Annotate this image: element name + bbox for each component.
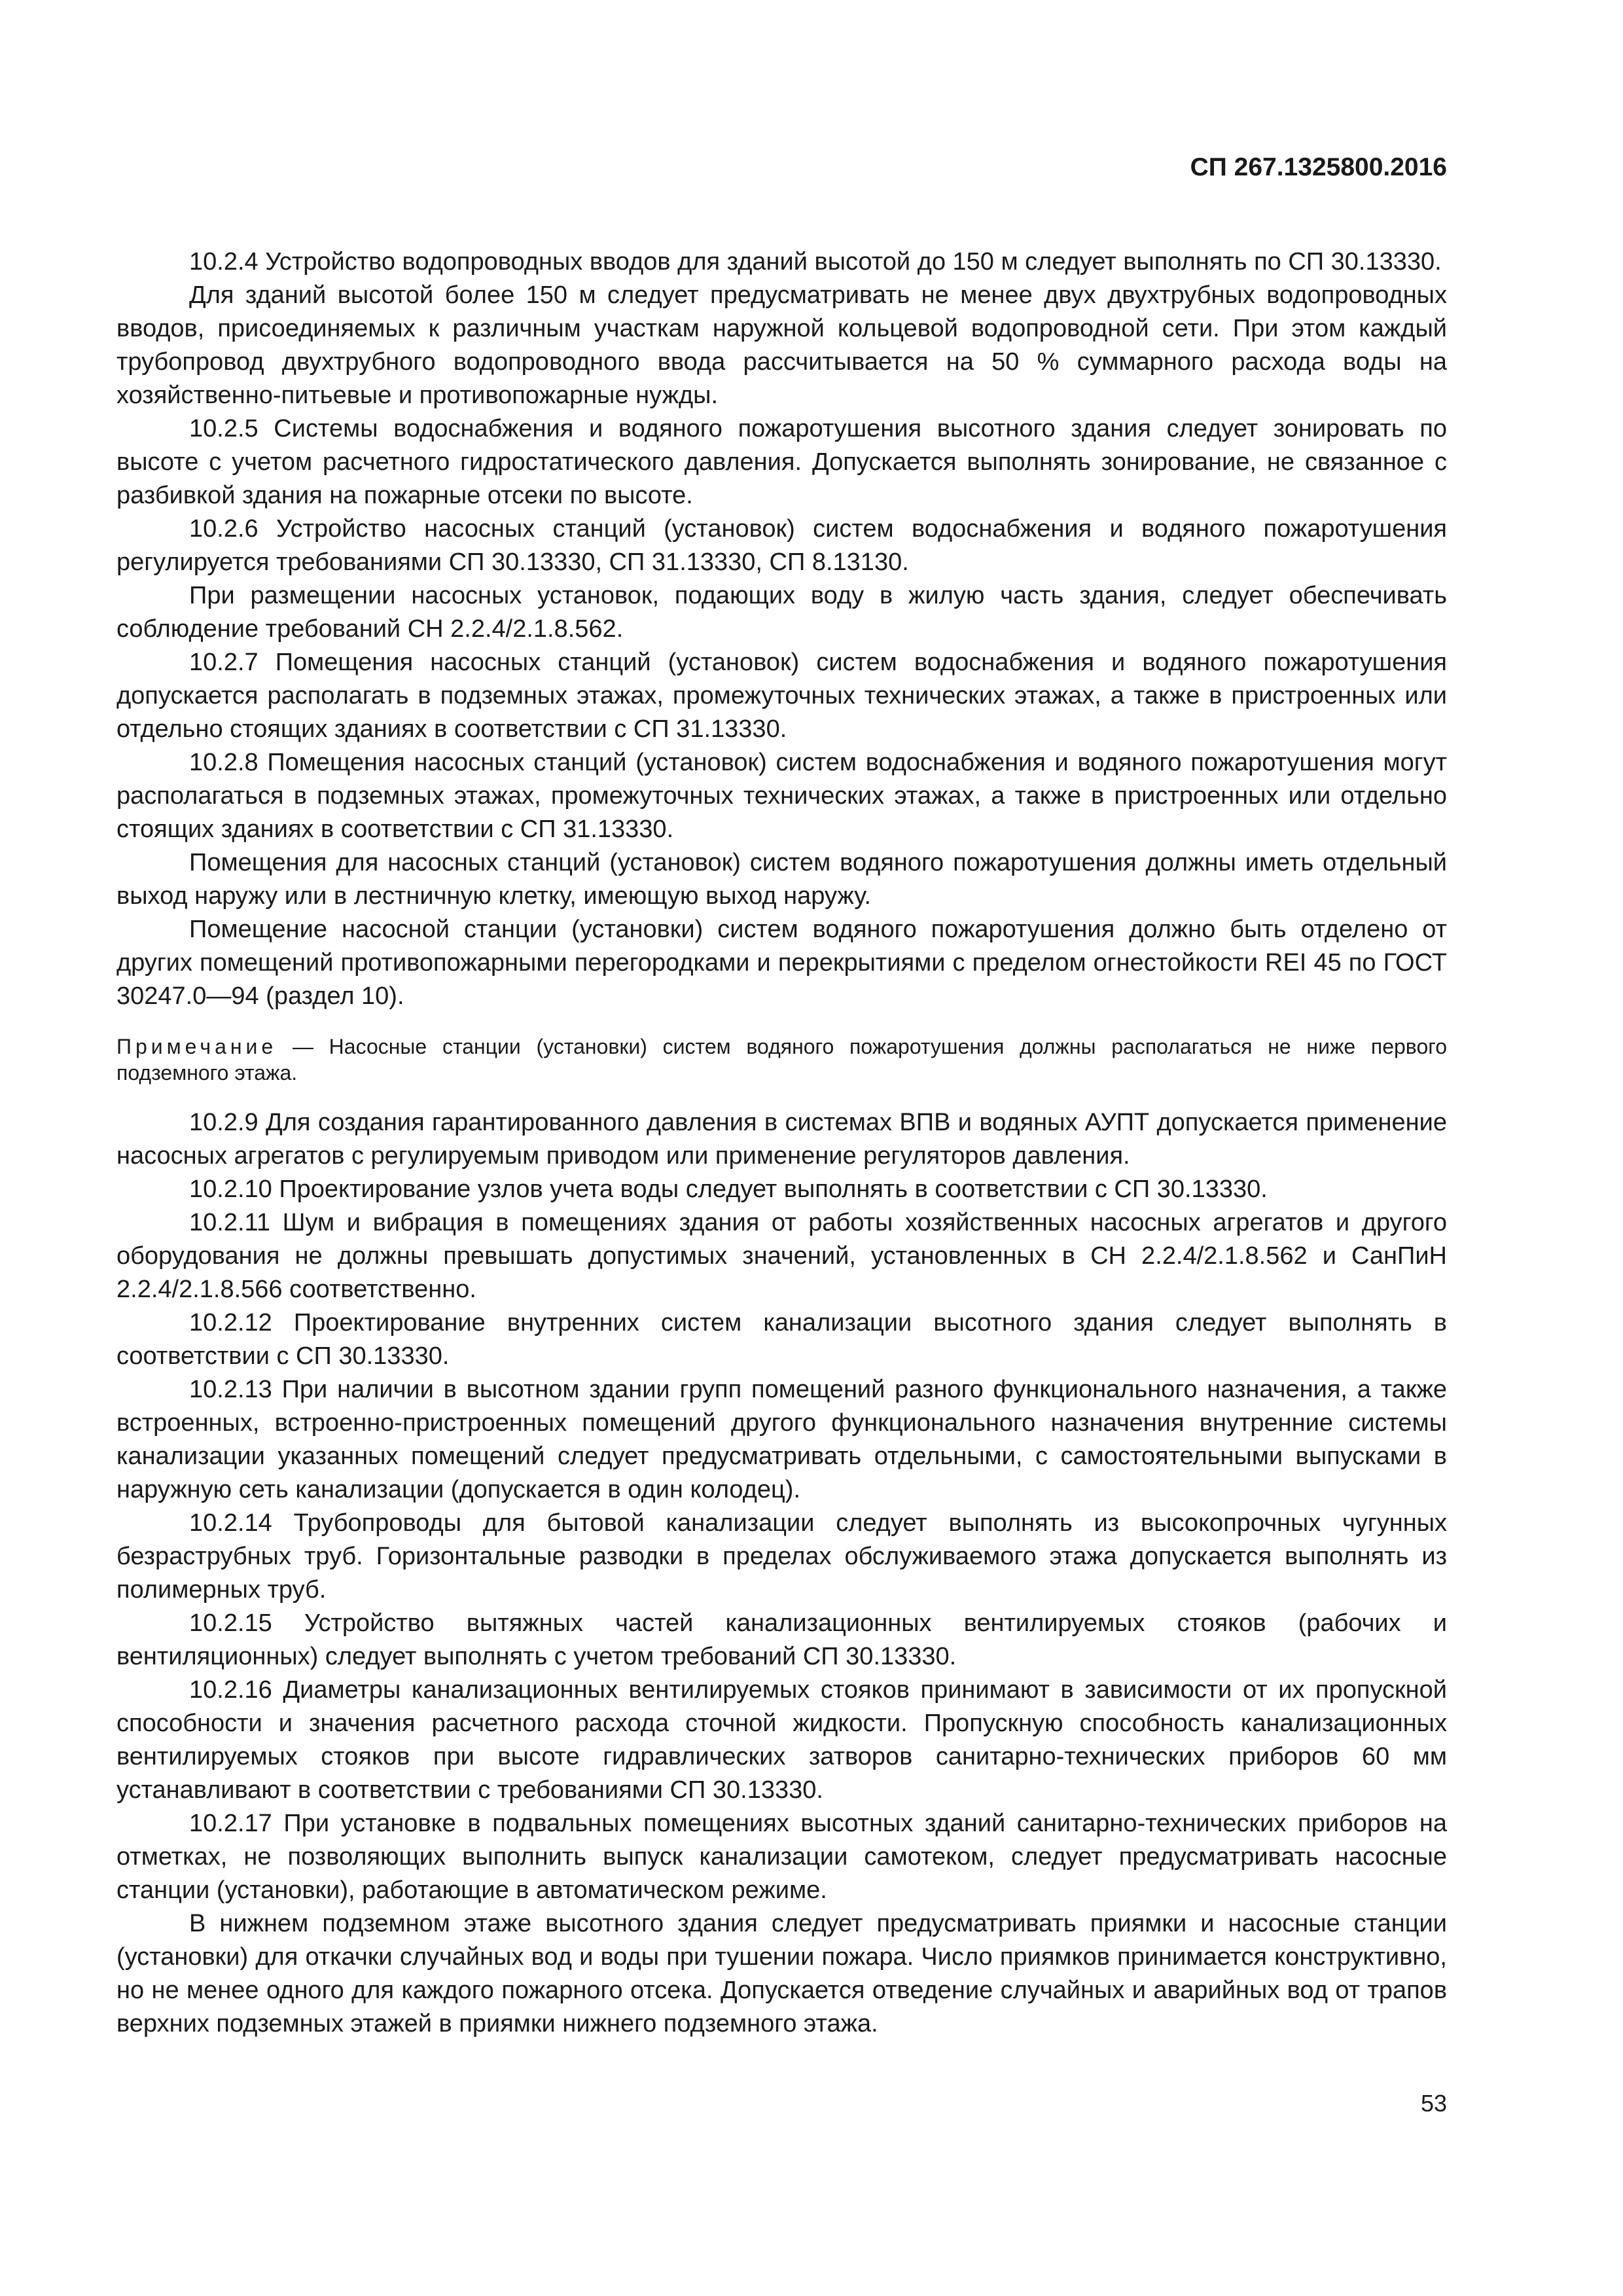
note-label: Примечание — [116, 1035, 277, 1058]
paragraph: 10.2.5 Системы водоснабжения и водяного пожаротушения высотного здания следует зонировать по высоте с учетом расчетного гидростатического давления. Допускается выполнять зонирование, не связанное с разбивкой здания на пожарные отсеки по высоте. — [116, 415, 1447, 509]
paragraph: В нижнем подземном этаже высотного здания следует предусматривать приямки и насосные станции (установки) для откачки случайных вод и воды при тушении пожара. Число приямков принимается конструктивно, но не менее одного для каждого пожарного отсека. Допускается отведение случайных и аварийных вод от трапов верхних подземных этажей в приямки нижнего подземного этажа. — [116, 1910, 1447, 2037]
paragraph: 10.2.17 При установке в подвальных помещениях высотных зданий санитарно-технических приборов на отметках, не позволяющих выполнить выпуск канализации самотеком, следует предусматривать насосные станции (установки), работающие в автоматическом режиме. — [116, 1810, 1447, 1904]
paragraph: 10.2.13 При наличии в высотном здании групп помещений разного функционального назначения, а также встроенных, встроенно-пристроенных помещений другого функционального назначения внутренние системы канализации указанных помещений следует предусматривать отдельными, с самостоятельными выпусками в наружную сеть канализации (допускается в один колодец). — [116, 1376, 1447, 1503]
page-number: 53 — [1420, 2090, 1447, 2117]
paragraph: 10.2.15 Устройство вытяжных частей канализационных вентилируемых стояков (рабочих и вентиляционных) следует выполнять с учетом требований СП 30.13330. — [116, 1609, 1447, 1670]
paragraph: Помещение насосной станции (установки) систем водяного пожаротушения должно быть отделено от других помещений противопожарными перегородками и перекрытиями с пределом огнестойкости REI 45 по ГОСТ 30247.0—94 (раздел 10). — [116, 916, 1447, 1010]
paragraph: 10.2.9 Для создания гарантированного давления в системах ВПВ и водяных АУПТ допускается применение насосных агрегатов с регулируемым приводом или применение регуляторов давления. — [116, 1109, 1447, 1170]
paragraph: 10.2.4 Устройство водопроводных вводов для зданий высотой до 150 м следует выполнять по СП 30.13330. — [189, 248, 1442, 276]
paragraph: 10.2.16 Диаметры канализационных вентилируемых стояков принимают в зависимости от их пропускной способности и значения расчетного расхода сточной жидкости. Пропускную способность канализационных вентилируемых стояков при высоте гидравлических затворов санитарно-технических приборов 60 мм устанавливают в соответствии с требованиями СП 30.13330. — [116, 1676, 1447, 1804]
document-code: СП 267.1325800.2016 — [1190, 153, 1447, 181]
paragraph: 10.2.8 Помещения насосных станций (установок) систем водоснабжения и водяного пожаротушения могут располагаться в подземных этажах, промежуточных технических этажах, а также в пристроенных или отдельно стоящих зданиях в соответствии с СП 31.13330. — [116, 749, 1447, 843]
note-block — [116, 1033, 1447, 1086]
paragraph: 10.2.10 Проектирование узлов учета воды следует выполнять в соответствии с СП 30.13330. — [189, 1175, 1268, 1203]
document-body — [116, 245, 1447, 2041]
paragraph: Помещения для насосных станций (установок) систем водяного пожаротушения должны иметь отдельный выход наружу или в лестничную клетку, имеющую выход наружу. — [116, 849, 1447, 910]
paragraph: 10.2.11 Шум и вибрация в помещениях здания от работы хозяйственных насосных агрегатов и другого оборудования не должны превышать допустимых значений, установленных в СН 2.2.4/2.1.8.562 и СанПиН 2.2.4/2.1.8.566 соответственно. — [116, 1209, 1447, 1303]
paragraph: 10.2.6 Устройство насосных станций (установок) систем водоснабжения и водяного пожаротушения регулируется требованиями СП 30.13330, СП 31.13330, СП 8.13130. — [116, 515, 1447, 576]
note-text: — Насосные станции (установки) систем водяного пожаротушения должны располагаться не ниже первого подземного этажа. — [116, 1035, 1447, 1085]
paragraph: 10.2.14 Трубопроводы для бытовой канализации следует выполнять из высокопрочных чугунных безраструбных труб. Горизонтальные разводки в пределах обслуживаемого этажа допускается выполнять из полимерных труб. — [116, 1509, 1447, 1604]
paragraph: 10.2.12 Проектирование внутренних систем канализации высотного здания следует выполнять в соответствии с СП 30.13330. — [116, 1309, 1447, 1370]
paragraph: При размещении насосных установок, подающих воду в жилую часть здания, следует обеспечивать соблюдение требований СН 2.2.4/2.1.8.562. — [116, 582, 1447, 643]
paragraph: Для зданий высотой более 150 м следует предусматривать не менее двух двухтрубных водопроводных вводов, присоединяемых к различным участкам наружной кольцевой водопроводной сети. При этом каждый трубопровод двухтрубного водопроводного ввода рассчитывается на 50 % суммарного расхода воды на хозяйственно-питьевые и противопожарные нужды. — [116, 281, 1447, 409]
paragraph: 10.2.7 Помещения насосных станций (установок) систем водоснабжения и водяного пожаротушения допускается располагать в подземных этажах, промежуточных технических этажах, а также в пристроенных или отдельно стоящих зданиях в соответствии с СП 31.13330. — [116, 649, 1447, 743]
